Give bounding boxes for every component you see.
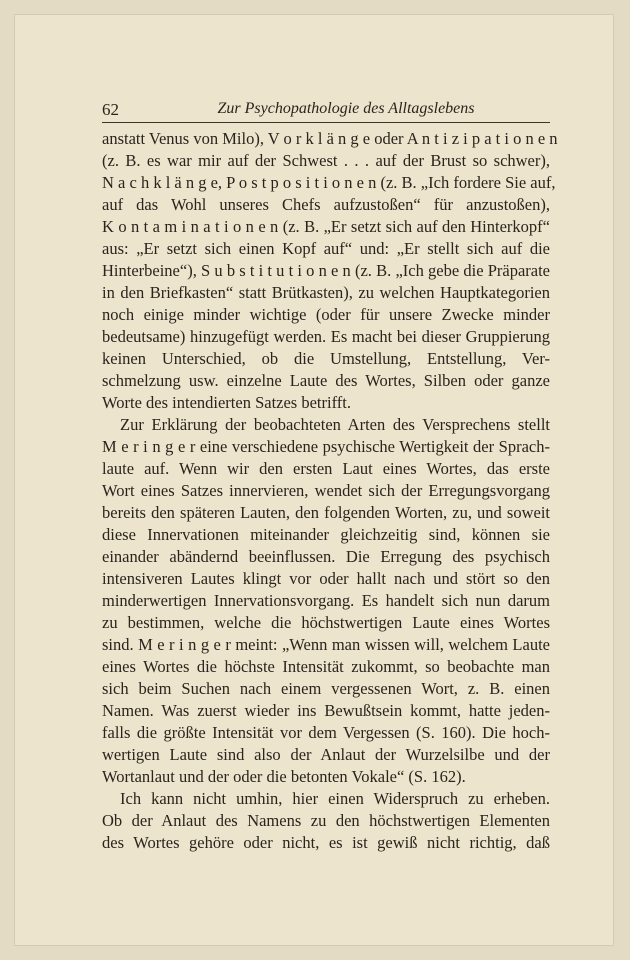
text-line: Ich kann nicht umhin, hier einen Widerspruch zu erheben. bbox=[120, 789, 550, 808]
text-line: M e r i n g e r eine verschiedene psychische Wertigkeit der Sprach- bbox=[102, 437, 550, 456]
text-line: zu bestimmen, welche die höchstwertigen Laute eines Wortes bbox=[102, 613, 550, 632]
text-line: Ob der Anlaut des Namens zu den höchstwertigen Elementen bbox=[102, 811, 550, 830]
text-line: des Wortes gehöre oder nicht, es ist gewiß nicht richtig, daß bbox=[102, 833, 550, 852]
text-line: aus: „Er setzt sich einen Kopf auf“ und: „Er stellt sich auf die bbox=[102, 239, 550, 258]
text-line: laute auf. Wenn wir den ersten Laut eines Wortes, das erste bbox=[102, 459, 550, 478]
text-line: sind. M e r i n g e r meint: „Wenn man wissen will, welchem Laute bbox=[102, 635, 550, 654]
running-title: Zur Psychopathologie des Alltagslebens bbox=[217, 100, 475, 117]
text-line: intensiveren Lautes klingt vor oder hallt nach und stört so den bbox=[102, 569, 550, 588]
text-line: falls die größte Intensität vor dem Vergessen (S. 160). Die hoch- bbox=[102, 723, 550, 742]
text-line: Hinterbeine“), S u b s t i t u t i o n e n (z. B. „Ich gebe die Präparate bbox=[102, 261, 550, 280]
text-line: Wort eines Satzes innervieren, wendet sich der Erregungsvorgang bbox=[102, 481, 550, 500]
text-line: in den Briefkasten“ statt Brütkasten), zu welchen Hauptkategorien bbox=[102, 283, 550, 302]
book-page bbox=[14, 14, 614, 946]
text-line: bereits den späteren Lauten, den folgenden Worten, zu, und soweit bbox=[102, 503, 550, 522]
text-line: Namen. Was zuerst wieder ins Bewußtsein kommt, hatte jeden- bbox=[102, 701, 550, 720]
text-line: diese Innervationen miteinander gleichzeitig sind, können sie bbox=[102, 525, 550, 544]
text-line: wertigen Laute sind also der Anlaut der Wurzelsilbe und der bbox=[102, 745, 550, 764]
text-line: Zur Erklärung der beobachteten Arten des Versprechens stellt bbox=[120, 415, 550, 434]
running-header bbox=[102, 96, 550, 123]
body-text bbox=[102, 128, 558, 854]
text-line: anstatt Venus von Milo), V o r k l ä n g e oder A n t i z i p a t i o n e n bbox=[102, 129, 558, 148]
text-line: keinen Unterschied, ob die Umstellung, Entstellung, Ver- bbox=[102, 349, 550, 368]
text-line: minderwertigen Innervationsvorgang. Es handelt sich nun darum bbox=[102, 591, 550, 610]
text-line: Worte des intendierten Satzes betrifft. bbox=[102, 393, 351, 412]
text-line: N a c h k l ä n g e, P o s t p o s i t i o n e n (z. B. „Ich fordere Sie auf, bbox=[102, 173, 556, 192]
text-line: sich beim Suchen nach einem vergessenen Wort, z. B. einen bbox=[102, 679, 550, 698]
text-line: (z. B. es war mir auf der Schwest . . . auf der Brust so schwer), bbox=[102, 151, 550, 170]
text-line: schmelzung usw. einzelne Laute des Wortes, Silben oder ganze bbox=[102, 371, 550, 390]
text-line: auf das Wohl unseres Chefs aufzustoßen“ für anzustoßen), bbox=[102, 195, 550, 214]
page-number: 62 bbox=[102, 100, 119, 119]
text-line: Wortanlaut und der oder die betonten Vokale“ (S. 162). bbox=[102, 767, 466, 786]
text-line: einander abändernd beeinflussen. Die Erregung des psychisch bbox=[102, 547, 550, 566]
text-line: noch einige minder wichtige (oder für unsere Zwecke minder bbox=[102, 305, 550, 324]
text-line: K o n t a m i n a t i o n e n (z. B. „Er setzt sich auf den Hinterkopf“ bbox=[102, 217, 550, 236]
text-line: eines Wortes die höchste Intensität zukommt, so beobachte man bbox=[102, 657, 550, 676]
text-line: bedeutsame) hinzugefügt werden. Es macht bei dieser Gruppierung bbox=[102, 327, 550, 346]
